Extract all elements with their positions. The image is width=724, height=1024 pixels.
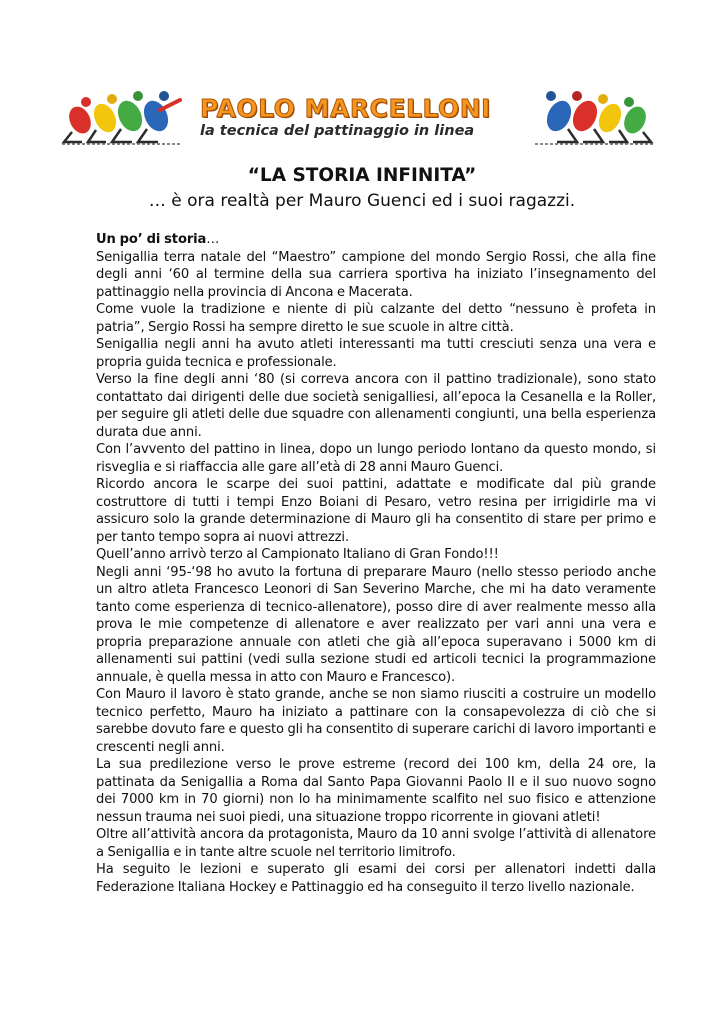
paragraph: La sua predilezione verso le prove estreme (record dei 100 km, della 24 ore, la pattinata da Senigallia a Roma dal Santo Papa Giovanni Paolo II e il suo nuovo sogno dei 7000 km in 70 giorni) non lo ha minimamente scalfito nel suo fisico e attenzione nessun trauma nei suoi piedi, una situazione troppo ricorrente in giovani atleti! — [96, 757, 656, 825]
page-header — [60, 80, 664, 150]
paragraph: Ha seguito le lezioni e superato gli esami dei corsi per allenatori indetti dalla Federazione Italiana Hockey e Pattinaggio ed ha conseguito il terzo livello nazionale. — [96, 862, 656, 895]
section-heading-label: Un po’ di storia — [96, 232, 207, 247]
paragraph: Oltre all’attività ancora da protagonista, Mauro da 10 anni svolge l’attività di allenatore a Senigallia e in tante altre scuole nel territorio limitrofo. — [96, 827, 656, 860]
paragraph: Negli anni ‘95-‘98 ho avuto la fortuna di preparare Mauro (nello stesso periodo anche un altro atleta Francesco Leonori di San Severino Marche, che mi ha dato veramente tanto come esperienza di tecnico-allenatore), posso dire di aver realmente messo alla prova le mie competenze di allenatore e aver realizzato per vari anni una vera e propria preparazione annuale con atleti che già all’epoca superavano i 5000 km di allenamenti sui pattini (vedi sulla sezione studi ed articoli tecnici la programmazione annuale, è quella messa in atto con Mauro e Francesco). — [96, 564, 656, 685]
document-title: “LA STORIA INFINITA” — [247, 165, 477, 186]
inline-skaters-icon — [530, 80, 655, 150]
paragraph: Senigallia negli anni ha avuto atleti interessanti ma tutti cresciuti senza una vera e propria guida tecnica e professionale. — [96, 337, 656, 370]
paragraph: Verso la fine degli anni ‘80 (si correva ancora con il pattino tradizionale), sono stato contattato dai dirigenti delle due società senigalliesi, all’epoca la Cesanella e la Roller, per seguire gli atleti delle due squadre con allenamenti congiunti, una bella esperienza durata due anni. — [96, 372, 656, 440]
document-body — [96, 231, 656, 896]
brand-block — [200, 96, 530, 140]
document-subtitle: … è ora realtà per Mauro Guenci ed i suoi ragazzi. — [148, 191, 576, 211]
inline-skaters-icon — [60, 80, 185, 150]
paragraph: Ricordo ancora le scarpe dei suoi pattini, adattate e modificate dal più grande costruttore di tutti i tempi Enzo Boiani di Pesaro, vetro resina per irrigidirle ma vi assicuro solo la grande determinazione di Mauro gli ha consentito di stare per primo e per tanto tempo sopra ai nuovi attrezzi. — [96, 477, 656, 545]
paragraph: Con l’avvento del pattino in linea, dopo un lungo periodo lontano da questo mondo, si risveglia e si riaffaccia alle gare all’età di 28 anni Mauro Guenci. — [96, 442, 656, 475]
paragraph: Come vuole la tradizione e niente di più calzante del detto “nessuno è profeta in patria”, Sergio Rossi ha sempre diretto le sue scuole in altre città. — [96, 302, 656, 335]
paragraph: Con Mauro il lavoro è stato grande, anche se non siamo riusciti a costruire un modello tecnico perfetto, Mauro ha iniziato a pattinare con la consapevolezza di ciò che si sarebbe dovuto fare e questo gli ha consentito di superare carichi di lavoro importanti e crescenti negli anni. — [96, 687, 656, 755]
brand-name: PAOLO MARCELLONI — [200, 94, 491, 123]
brand-tagline: la tecnica del pattinaggio in linea — [200, 123, 475, 139]
section-heading-ellipsis: … — [206, 232, 220, 247]
paragraph: Quell’anno arrivò terzo al Campionato Italiano di Gran Fondo!!! — [96, 547, 499, 562]
section-heading — [96, 231, 656, 249]
paragraph: Senigallia terra natale del “Maestro” campione del mondo Sergio Rossi, che alla fine degli anni ‘60 al termine della sua carriera sportiva ha iniziato l’insegnamento del pattinaggio nella provincia di Ancona e Macerata. — [96, 249, 656, 300]
